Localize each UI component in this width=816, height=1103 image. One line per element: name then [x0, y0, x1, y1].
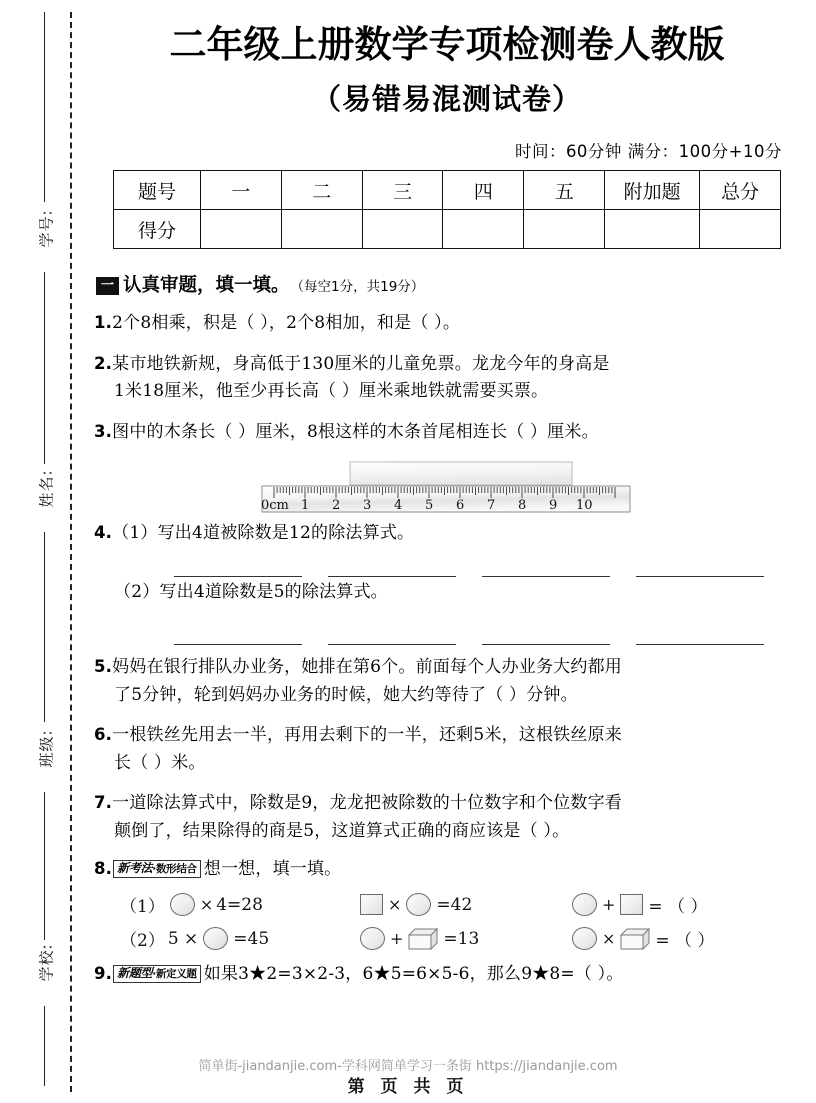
page-subtitle: （易错易混测试卷）: [311, 82, 582, 117]
circle-shape-icon: [572, 927, 597, 950]
question-9-text: 如果3★2=3×2-3，6★5=6×5-6，那么9★8=（ ）。: [203, 964, 624, 985]
question-5-number: 5.: [94, 657, 113, 677]
score-cell-6[interactable]: [700, 210, 781, 249]
cube-shape-icon: [408, 928, 438, 950]
score-table-col-3: 四: [443, 171, 524, 210]
circle-shape-icon: [406, 893, 431, 916]
question-8-row1-label: （1）: [120, 897, 165, 918]
question-5-text-line1: 妈妈在银行排队办业务，她排在第6个。前面每个人办业务大约都用: [112, 657, 622, 678]
svg-text:8: 8: [518, 498, 527, 514]
question-8-prompt: 想一想，填一填。: [203, 858, 342, 879]
svg-text:4: 4: [394, 498, 403, 514]
answer-line[interactable]: [482, 554, 610, 577]
question-8-number: 8.: [94, 858, 113, 878]
question-8-eq-1: [120, 892, 358, 917]
multiply-sign: ×: [388, 895, 402, 915]
question-7-text-line1: 一道除法算式中，除数是9，龙龙把被除数的十位数字和个位数字看: [112, 793, 622, 814]
question-4-answer-row-2: [174, 622, 816, 645]
seal-rule-2: [44, 272, 45, 464]
svg-text:10: 10: [576, 498, 593, 514]
circle-shape-icon: [572, 893, 597, 916]
multiply-sign: ×: [602, 929, 616, 949]
multiply-sign: ×: [199, 895, 214, 915]
score-cell-2[interactable]: [362, 210, 443, 249]
score-cell-3[interactable]: [443, 210, 524, 249]
sealing-margin-strip: [0, 0, 78, 1103]
score-table-row-label-0: 题号: [114, 171, 201, 210]
question-4-part2: （2）写出4道除数是5的除法算式。: [114, 581, 388, 602]
question-5-text-line2: 了5分钟，轮到妈妈办业务的时候，她大约等待了（ ）分钟。: [114, 684, 578, 705]
seal-label-class: 班级:: [37, 729, 56, 768]
answer-line[interactable]: [328, 554, 456, 577]
svg-text:1: 1: [301, 498, 310, 514]
question-8-eq4-lhs: 5 ×: [167, 928, 199, 949]
ruler-body: [261, 486, 630, 513]
section-heading: [96, 271, 816, 297]
score-table-col-1: 二: [281, 171, 362, 210]
exam-page: [78, 0, 816, 1103]
score-table-row-label-1: 得分: [114, 210, 201, 249]
question-8-badge-rest: ·数形结合: [152, 862, 197, 875]
seal-label-name: 姓名:: [37, 469, 56, 508]
question-9: [94, 961, 816, 989]
question-1-number: 1.: [94, 313, 113, 333]
question-9-badge-rest: ·新定义题: [152, 968, 197, 981]
table-row-header: [114, 171, 781, 210]
question-8-row-2: [120, 926, 816, 951]
svg-text:3: 3: [363, 498, 372, 514]
circle-shape-icon: [170, 893, 195, 916]
svg-text:9: 9: [549, 498, 558, 514]
question-9-number: 9.: [94, 964, 113, 984]
answer-line[interactable]: [328, 622, 456, 645]
cube-shape-icon: [620, 928, 650, 950]
question-3-text: 图中的木条长（ ）厘米，8根这样的木条首尾相连长（ ）厘米。: [112, 421, 599, 442]
question-8-eq4-rhs: =45: [233, 928, 270, 949]
question-7-number: 7.: [94, 793, 113, 813]
question-3: [94, 419, 816, 447]
question-3-number: 3.: [94, 421, 113, 441]
ruler-svg: [78, 454, 816, 516]
site-watermark: 简单街-jiandanjie.com-学科网简单学习一条街 https://jiandanjie.com: [198, 1059, 618, 1074]
seal-dashed-line: [70, 12, 72, 1092]
question-4-part2-wrap: [94, 579, 816, 607]
ruler-figure: [78, 454, 816, 516]
question-8-eq6-rhs: = （ ）: [655, 931, 715, 952]
question-2: [94, 351, 816, 406]
seal-rule-1: [44, 12, 45, 202]
question-9-badge-italic: 新题型: [117, 966, 153, 981]
svg-text:6: 6: [456, 498, 465, 514]
question-1-text: 2个8相乘，积是（ ），2个8相加，和是（ ）。: [112, 313, 461, 334]
question-2-text-line1: 某市地铁新规，身高低于130厘米的儿童免票。龙龙今年的身高是: [112, 353, 610, 374]
score-cell-0[interactable]: [201, 210, 282, 249]
seal-label-student-id: 学号:: [37, 209, 56, 248]
score-table-col-2: 三: [362, 171, 443, 210]
section-number-badge: 一: [96, 277, 119, 295]
question-8-eq-2: [358, 893, 570, 916]
score-table-col-4: 五: [524, 171, 605, 210]
score-cell-4[interactable]: [524, 210, 605, 249]
question-8-eq3-rhs: = （ ）: [648, 897, 708, 918]
exam-meta-line: 时间：60分钟 满分：100分+10分: [514, 142, 782, 162]
question-6: [94, 722, 816, 777]
svg-text:7: 7: [487, 498, 496, 514]
question-2-number: 2.: [94, 353, 113, 373]
question-4-part1: （1）写出4道被除数是12的除法算式。: [112, 523, 415, 544]
score-table-col-5: 附加题: [605, 171, 700, 210]
wooden-stick: [350, 462, 572, 485]
score-cell-1[interactable]: [281, 210, 362, 249]
answer-line[interactable]: [482, 622, 610, 645]
score-table: [113, 170, 781, 249]
square-shape-icon: [620, 894, 643, 915]
question-8-badge-italic: 新考法: [117, 860, 153, 875]
question-9-badge: [113, 965, 201, 983]
answer-line[interactable]: [636, 554, 764, 577]
answer-line[interactable]: [174, 554, 302, 577]
svg-text:2: 2: [332, 498, 341, 514]
circle-shape-icon: [360, 927, 385, 950]
answer-line[interactable]: [174, 622, 302, 645]
question-8-eq-5: [358, 927, 570, 950]
question-8-eq-6: [570, 926, 714, 951]
score-cell-5[interactable]: [605, 210, 700, 249]
svg-text:0cm: 0cm: [261, 498, 289, 514]
question-5: [94, 654, 816, 709]
seal-rule-3: [44, 532, 45, 722]
svg-text:5: 5: [425, 498, 434, 514]
score-table-col-6: 总分: [700, 171, 781, 210]
question-6-text-line1: 一根铁丝先用去一半，再用去剩下的一半，还剩5米，这根铁丝原来: [112, 725, 622, 746]
square-shape-icon: [360, 894, 383, 915]
question-8-eq-4: [120, 926, 358, 951]
question-4-answer-row-1: [174, 554, 816, 577]
question-8-badge: [113, 860, 201, 878]
seal-rule-4: [44, 792, 45, 940]
question-6-text-line2: 长（ ）米。: [114, 752, 206, 773]
question-8-eq1-rhs: 4=28: [216, 894, 263, 915]
section-title: 认真审题，填一填。: [123, 275, 290, 297]
question-4: [94, 520, 816, 548]
page-number-footer: 第 页 共 页: [347, 1077, 469, 1097]
plus-sign: +: [390, 929, 404, 949]
question-7: [94, 790, 816, 845]
question-7-text-line2: 颠倒了，结果除得的商是5，这道算式正确的商应该是（ ）。: [114, 820, 570, 841]
question-8-row-1: [120, 892, 816, 917]
question-1: [94, 310, 816, 338]
seal-label-school: 学校:: [37, 943, 56, 982]
score-table-col-0: 一: [201, 171, 282, 210]
question-8-row2-label: （2）: [120, 931, 165, 952]
question-8-eq2-rhs: =42: [436, 894, 473, 915]
question-8-eq5-rhs: =13: [443, 928, 480, 949]
page-title: 二年级上册数学专项检测卷人教版: [169, 23, 725, 66]
question-2-text-line2: 1米18厘米，他至少再长高（ ）厘米乘地铁就需要买票。: [114, 381, 549, 402]
question-8: [94, 856, 816, 884]
table-row-scores: [114, 210, 781, 249]
section-score-note: （每空1分，共19分）: [290, 279, 425, 296]
question-8-eq-3: [570, 892, 707, 917]
answer-line[interactable]: [636, 622, 764, 645]
question-6-number: 6.: [94, 725, 113, 745]
circle-shape-icon: [203, 927, 228, 950]
plus-sign: +: [602, 895, 616, 915]
question-4-number: 4.: [94, 523, 113, 543]
